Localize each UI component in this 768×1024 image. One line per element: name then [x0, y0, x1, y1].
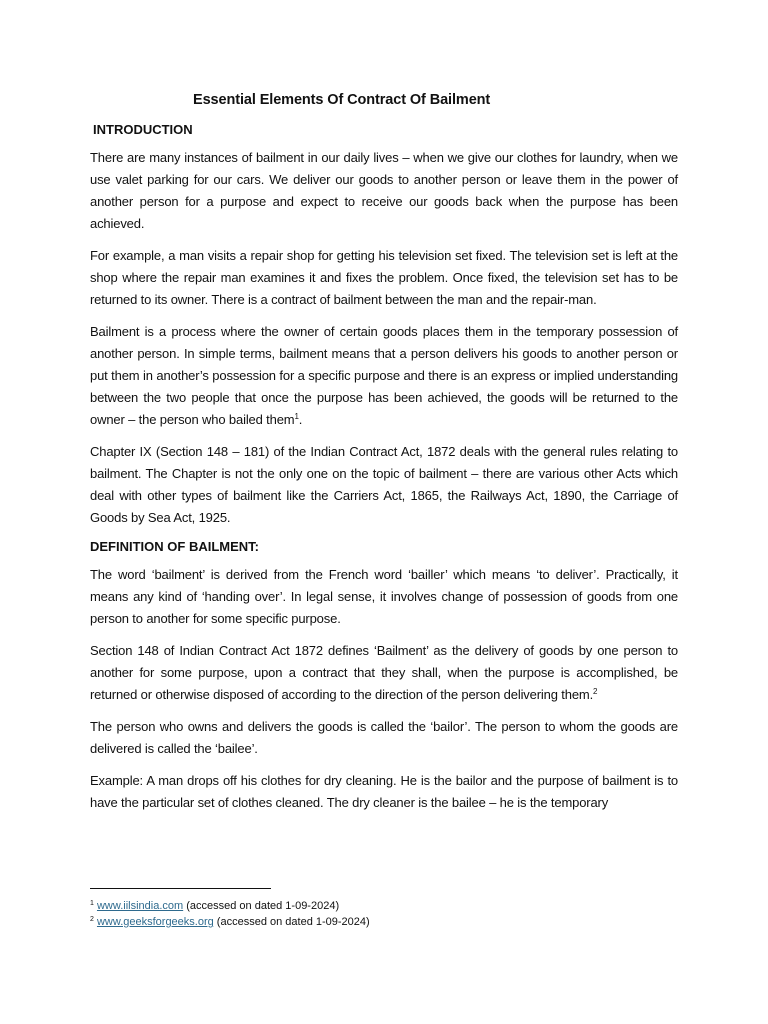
footnote-link[interactable]: www.iilsindia.com — [96, 900, 184, 912]
intro-paragraph-1: There are many instances of bailment in our daily lives – when we give our clothes for laundry, when we use valet parking for our cars. We deliver our goods to another person or leave them in the power of another person for a purpose and expect to receive our goods back when the purpose has been achieved. — [90, 150, 678, 231]
document-body — [90, 92, 678, 824]
footnote-number: 1 — [90, 900, 94, 907]
footnote-1 — [90, 898, 370, 914]
footnote-number: 2 — [90, 916, 94, 923]
footnote-link[interactable]: www.geeksforgeeks.org — [96, 916, 214, 928]
footnotes — [90, 898, 370, 930]
footnote-note: (accessed on dated 1-09-2024) — [183, 900, 340, 912]
definition-paragraph-1: The word ‘bailment’ is derived from the French word ‘bailler’ which means ‘to deliver’. Practically, it means any kind of ‘handing over’. In legal sense, it involves change of possession of goods from one person to another for some specific purpose. — [90, 567, 678, 626]
footnote-ref-1[interactable]: 1 — [294, 412, 299, 421]
intro-paragraph-4: Chapter IX (Section 148 – 181) of the Indian Contract Act, 1872 deals with the general rules relating to bailment. The Chapter is not the only one on the topic of bailment – there are various other Acts which deal with other types of bailment like the Carriers Act, 1865, the Railways Act, 1890, the Carriage of Goods by Sea Act, 1925. — [90, 444, 678, 525]
definition-paragraph-2-text: Section 148 of Indian Contract Act 1872 defines ‘Bailment’ as the delivery of goods by one person to another for some purpose, upon a contract that they shall, when the purpose is accomplished, be returned or otherwise disposed of according to the direction of the person delivering them. — [90, 643, 678, 702]
footnote-note: (accessed on dated 1-09-2024) — [213, 916, 370, 928]
footnote-ref-2[interactable]: 2 — [593, 687, 598, 696]
footnote-separator — [90, 888, 271, 889]
intro-paragraph-3-end: . — [298, 412, 303, 427]
definition-paragraph-4: Example: A man drops off his clothes for dry cleaning. He is the bailor and the purpose of bailment is to have the particular set of clothes cleaned. The dry cleaner is the bailee – he is the temporary — [90, 773, 678, 810]
definition-paragraph-2 — [90, 640, 678, 706]
introduction-heading: INTRODUCTION — [93, 122, 193, 137]
intro-paragraph-2: For example, a man visits a repair shop for getting his television set fixed. The television set is left at the shop where the repair man examines it and fixes the problem. Once fixed, the television set has to be returned to its owner. There is a contract of bailment between the man and the repair-man. — [90, 248, 678, 307]
definition-paragraph-3: The person who owns and delivers the goods is called the ‘bailor’. The person to whom the goods are delivered is called the ‘bailee’. — [90, 719, 678, 756]
definition-heading: DEFINITION OF BAILMENT: — [90, 539, 259, 554]
footnote-2 — [90, 914, 370, 930]
intro-paragraph-3 — [90, 321, 678, 431]
document-title: Essential Elements Of Contract Of Bailment — [193, 92, 491, 108]
intro-paragraph-3-text: Bailment is a process where the owner of certain goods places them in the temporary possession of another person. In simple terms, bailment means that a person delivers his goods to another person or put them in another’s possession for a specific purpose and there is an express or implied understanding between the two people that once the purpose has been achieved, the goods will be returned to the owner – the person who bailed them — [90, 324, 678, 427]
